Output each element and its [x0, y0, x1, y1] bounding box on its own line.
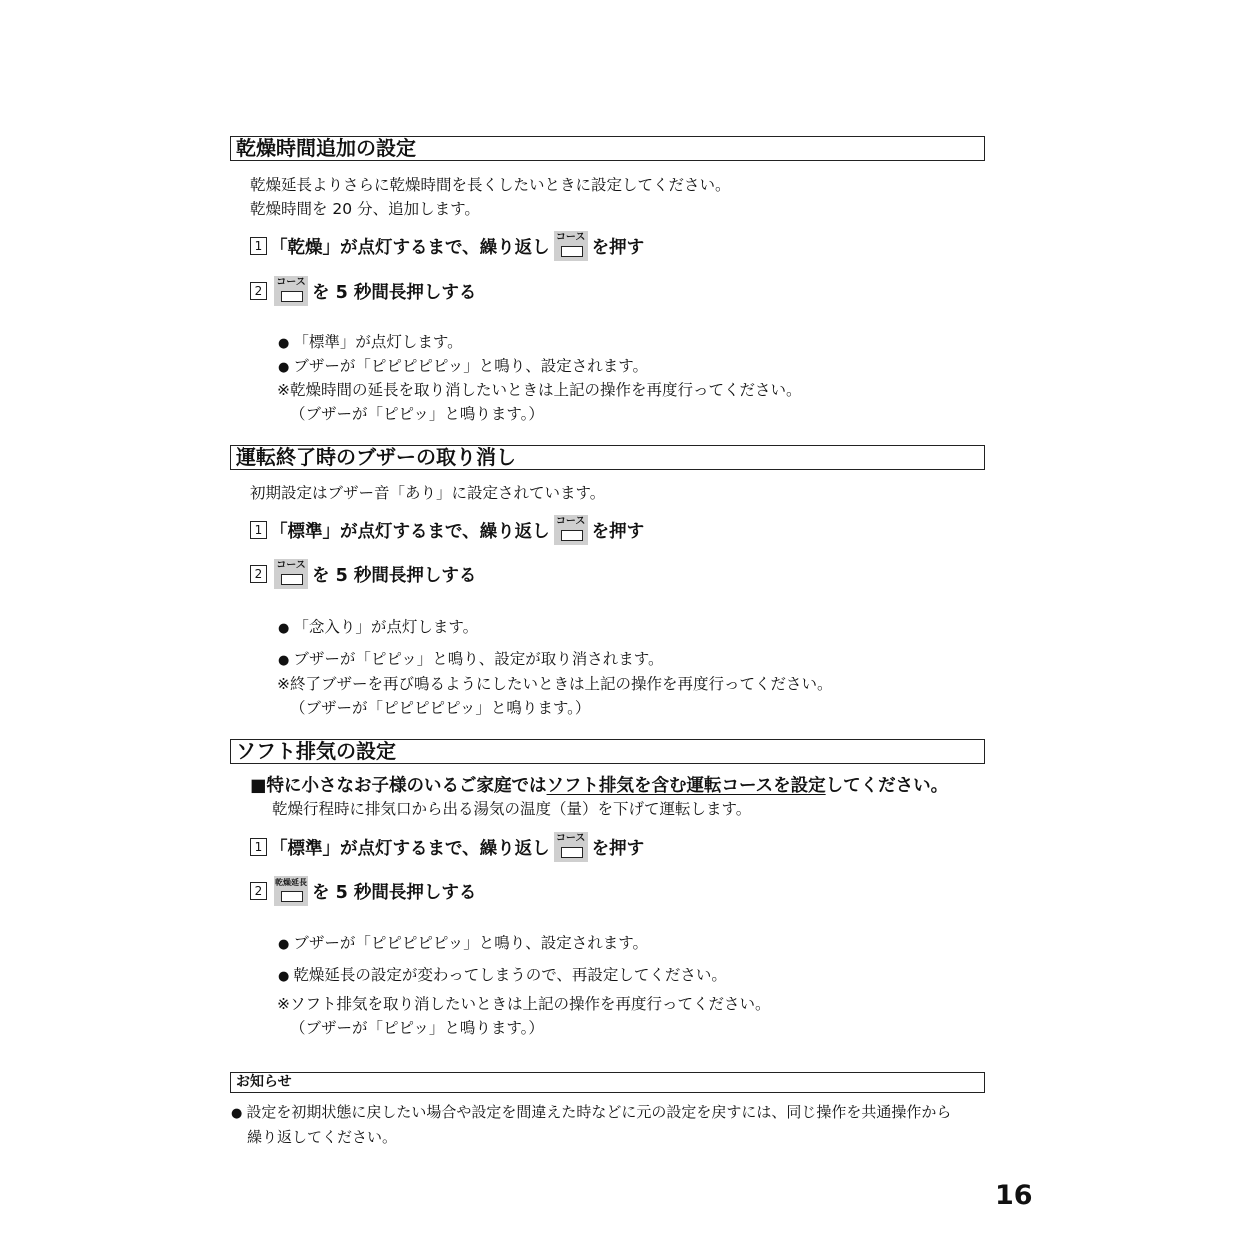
section-heading-drying-time-add: 乾燥時間追加の設定 — [230, 136, 985, 161]
step-text-after: を 5 秒間長押しする — [312, 282, 477, 303]
section1-step-1 — [250, 229, 644, 263]
section2-note-line-1: ※終了ブザーを再び鳴るようにしたいときは上記の操作を再度行ってください。 — [277, 675, 833, 693]
step-text-after: を押す — [591, 521, 645, 542]
section1-step-2 — [250, 274, 476, 308]
course-button-icon: コース — [554, 515, 588, 545]
section2-step-1 — [250, 513, 644, 547]
section3-note-line-2: （ブザーが「ピピッ」と鳴ります。） — [290, 1019, 544, 1037]
course-button-icon: コース — [554, 231, 588, 261]
step-number: 2 — [250, 282, 267, 300]
section3-bullet-1: ● ブザーが「ピピピピピッ」と鳴り、設定されます。 — [278, 933, 648, 955]
section3-step-2 — [250, 874, 476, 908]
step-number: 2 — [250, 565, 267, 583]
course-button-icon: コース — [274, 559, 308, 589]
page-number: 16 — [995, 1180, 1033, 1211]
section2-step-2 — [250, 557, 476, 591]
step-text: 「標準」が点灯するまで、繰り返し — [270, 838, 550, 859]
section1-intro-line-1: 乾燥延長よりさらに乾燥時間を長くしたいときに設定してください。 — [250, 176, 731, 194]
section1-bullet-1: ● 「標準」が点灯します。 — [278, 332, 463, 354]
section2-note-line-2: （ブザーが「ピピピピピッ」と鳴ります。） — [290, 699, 591, 717]
step-number: 1 — [250, 237, 267, 255]
section3-step-1 — [250, 830, 644, 864]
section1-note-line-2: （ブザーが「ピピッ」と鳴ります。） — [290, 405, 544, 423]
section-heading-soft-exhaust: ソフト排気の設定 — [230, 739, 985, 764]
section2-bullet-1: ● 「念入り」が点灯します。 — [278, 617, 478, 639]
section2-bullet-2: ● ブザーが「ピピッ」と鳴り、設定が取り消されます。 — [278, 649, 664, 671]
section3-bullet-2: ● 乾燥延長の設定が変わってしまうので、再設定してください。 — [278, 965, 727, 987]
course-button-icon: コース — [554, 832, 588, 862]
step-text: 「乾燥」が点灯するまで、繰り返し — [270, 237, 550, 258]
step-number: 1 — [250, 838, 267, 856]
section3-note-line-1: ※ソフト排気を取り消したいときは上記の操作を再度行ってください。 — [277, 995, 771, 1013]
section3-warning: ■特に小さなお子様のいるご家庭ではソフト排気を含む運転コースを設定してください。 — [250, 776, 949, 796]
drying-extension-button-icon: 乾燥延長 — [274, 876, 308, 906]
section3-intro-line-1: 乾燥行程時に排気口から出る湯気の温度（量）を下げて運転します。 — [272, 800, 752, 818]
step-number: 2 — [250, 882, 267, 900]
step-text: 「標準」が点灯するまで、繰り返し — [270, 521, 550, 542]
section1-bullet-2: ● ブザーが「ピピピピピッ」と鳴り、設定されます。 — [278, 356, 648, 378]
step-text-after: を押す — [591, 237, 645, 258]
section2-intro-line-1: 初期設定はブザー音「あり」に設定されています。 — [250, 484, 606, 502]
notice-line-1: ● 設定を初期状態に戻したい場合や設定を間違えた時などに元の設定を戻すには、同じ操作を共通操作から — [231, 1102, 951, 1124]
section-heading-end-buzzer-cancel: 運転終了時のブザーの取り消し — [230, 445, 985, 470]
step-text-after: を 5 秒間長押しする — [312, 565, 477, 586]
step-text-after: を 5 秒間長押しする — [312, 882, 477, 903]
warning-square-icon: ■ — [250, 776, 267, 796]
notice-heading: お知らせ — [230, 1072, 985, 1093]
step-text-after: を押す — [591, 838, 645, 859]
notice-line-2: 繰り返してください。 — [247, 1128, 398, 1146]
section1-note-line-1: ※乾燥時間の延長を取り消したいときは上記の操作を再度行ってください。 — [277, 381, 802, 399]
section1-intro-line-2: 乾燥時間を 20 分、追加します。 — [250, 200, 480, 218]
course-button-icon: コース — [274, 276, 308, 306]
step-number: 1 — [250, 521, 267, 539]
